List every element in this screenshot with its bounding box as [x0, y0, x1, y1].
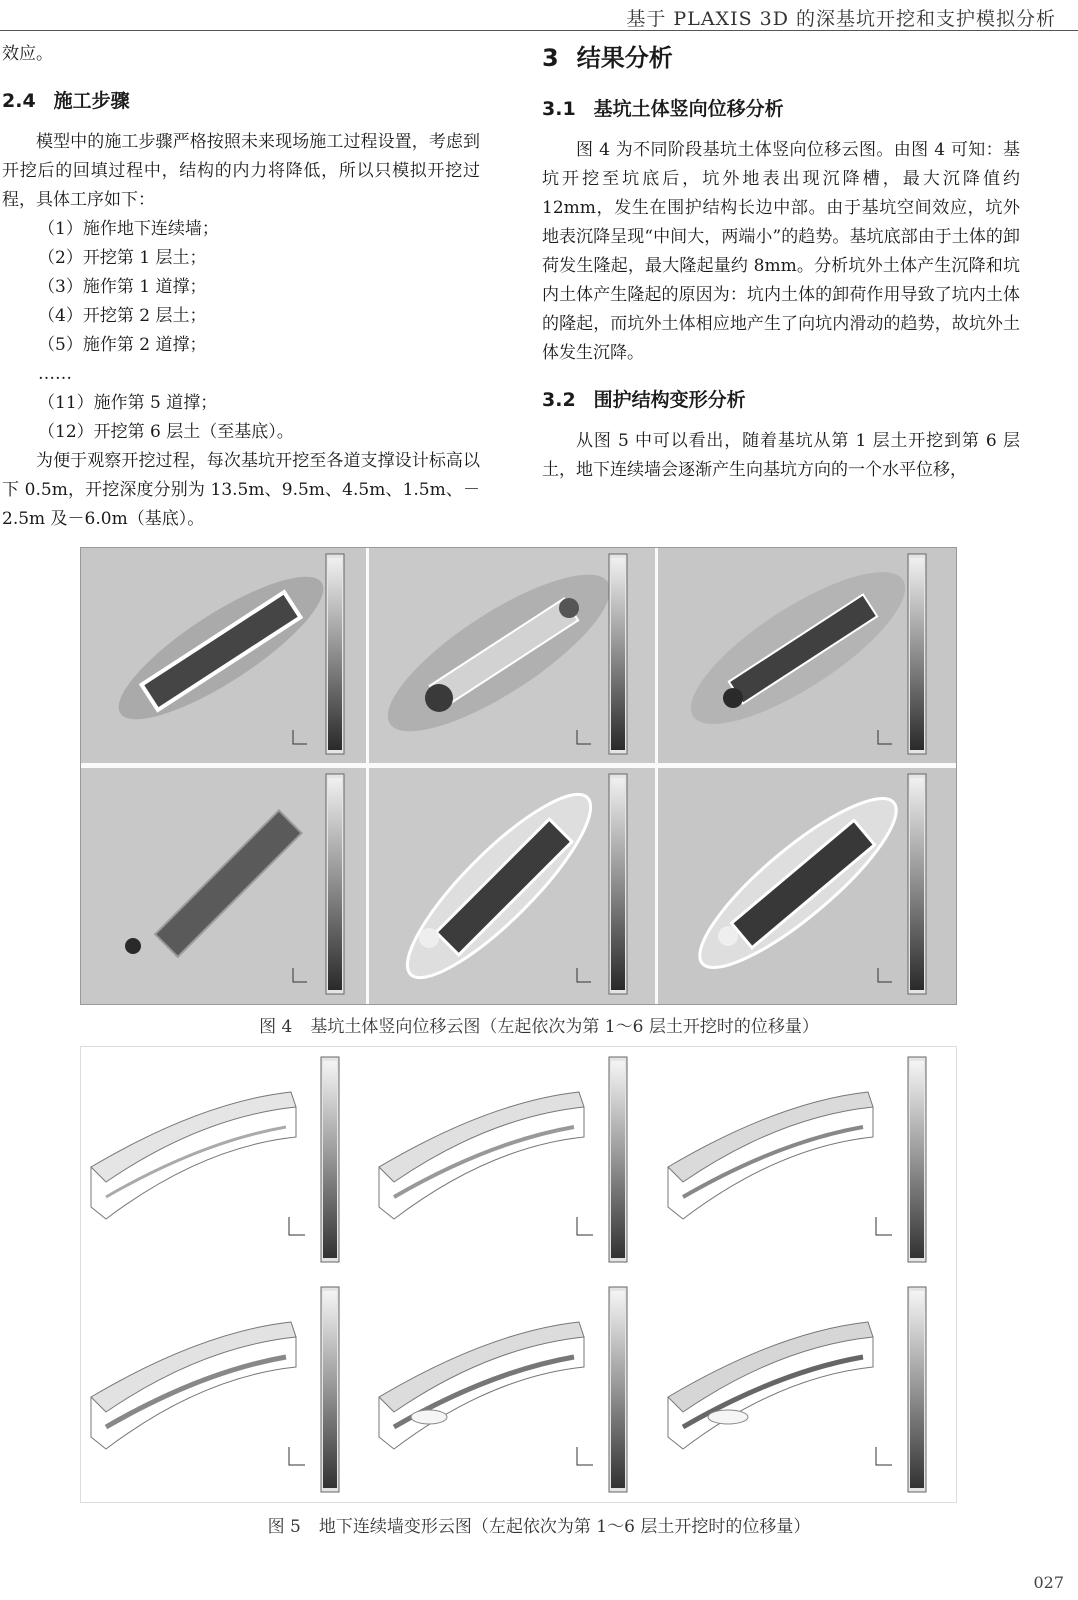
paragraph-wall-deformation: 从图 5 中可以看出，随着基坑从第 1 层土开挖到第 6 层土，地下连续墙会逐渐产生向基坑方向的一个水平位移， [542, 431, 1020, 480]
section-heading-3 [542, 44, 1020, 73]
contour-panel-layer-1 [81, 548, 366, 763]
section-heading-3-1 [542, 95, 1020, 124]
step-item: （1）施作地下连续墙； [38, 219, 219, 239]
section-title: 施工步骤 [53, 90, 130, 112]
color-legend-bar [323, 1061, 337, 1258]
color-legend-bar [611, 1291, 625, 1488]
figure-4-soil-contours [80, 547, 957, 1005]
section-title: 结果分析 [576, 44, 673, 72]
section-heading-2-4 [2, 87, 480, 116]
color-legend-bar [611, 558, 625, 750]
page-number: 027 [1033, 1573, 1064, 1592]
journal-running-title: 基于 PLAXIS 3D 的深基坑开挖和支护模拟分析 [626, 8, 1056, 30]
figure-5-caption [0, 1512, 1078, 1537]
section-title: 围护结构变形分析 [593, 389, 746, 411]
figure-label: 图 5 [267, 1517, 301, 1537]
color-legend-bar [611, 778, 625, 990]
step-item: （3）施作第 1 道撑； [38, 277, 207, 297]
step-item: （5）施作第 2 道撑； [38, 335, 207, 355]
wall-panel-layer-1 [81, 1047, 366, 1272]
wall-panel-layer-3 [658, 1047, 956, 1272]
header-rule [0, 30, 1078, 31]
section-title: 基坑土体竖向位移分析 [593, 98, 784, 120]
color-legend-bar [910, 1061, 924, 1258]
step-ellipsis: …… [38, 364, 72, 384]
section-number: 3.1 [542, 98, 576, 120]
contour-panel-layer-6 [658, 768, 956, 1004]
color-legend-bar [323, 1291, 337, 1488]
left-column [2, 40, 480, 534]
paragraph-vertical-displacement: 图 4 为不同阶段基坑土体竖向位移云图。由图 4 可知：基坑开挖至坑底后，坑外地表出现沉降槽，最大沉降值约 12mm，发生在围护结构长边中部。由于基坑空间效应，坑外地表沉降呈现“中间大，两端小”的趋势。基坑底部由于土体的卸荷发生隆起，最大隆起量约 8mm。分析坑外土体产生沉降和坑内土体产生隆起的原因为：坑内土体的卸荷作用导致了坑内土体的隆起，而坑外土体相应地产生了向坑内滑动的趋势，故坑外土体发生沉降。 [542, 140, 1020, 363]
figure-label: 图 4 [259, 1017, 293, 1037]
paragraph-continued: 效应。 [2, 44, 53, 64]
figure-caption-text: 地下连续墙变形云图（左起依次为第 1～6 层土开挖时的位移量） [318, 1517, 811, 1537]
wall-panel-layer-2 [369, 1047, 655, 1272]
wall-panel-layer-4 [81, 1277, 366, 1502]
step-item: （2）开挖第 1 层土； [38, 248, 207, 268]
paragraph-excavation-depths: 为便于观察开挖过程，每次基坑开挖至各道支撑设计标高以下 0.5m，开挖深度分别为 13.5m、9.5m、4.5m、1.5m、－2.5m 及－6.0m（基底）。 [2, 451, 480, 529]
color-legend-bar [328, 778, 342, 990]
wall-panel-layer-5 [369, 1277, 655, 1502]
color-legend-bar [611, 1061, 625, 1258]
running-header [0, 0, 1078, 32]
contour-panel-layer-3 [658, 548, 956, 763]
step-item: （12）开挖第 6 层土（至基底）。 [38, 422, 294, 442]
section-number: 2.4 [2, 90, 36, 112]
color-legend-bar [910, 778, 924, 990]
figure-caption-text: 基坑土体竖向位移云图（左起依次为第 1～6 层土开挖时的位移量） [310, 1017, 819, 1037]
section-number: 3 [542, 44, 559, 72]
step-item: （11）施作第 5 道撑； [38, 393, 218, 413]
color-legend-bar [910, 1291, 924, 1488]
contour-panel-layer-5 [369, 768, 655, 1004]
section-number: 3.2 [542, 389, 576, 411]
contour-panel-layer-4 [81, 768, 366, 1004]
step-item: （4）开挖第 2 层土； [38, 306, 207, 326]
color-legend-bar [910, 558, 924, 750]
paragraph-construction-intro: 模型中的施工步骤严格按照未来现场施工过程设置，考虑到开挖后的回填过程中，结构的内力将降低，所以只模拟开挖过程，具体工序如下： [2, 132, 480, 210]
contour-panel-layer-2 [369, 548, 655, 763]
right-column [542, 40, 1020, 485]
wall-panel-layer-6 [658, 1277, 956, 1502]
color-legend-bar [328, 558, 342, 750]
figure-4-caption [0, 1012, 1078, 1037]
section-heading-3-2 [542, 386, 1020, 415]
figure-5-wall-deformation [80, 1046, 957, 1503]
